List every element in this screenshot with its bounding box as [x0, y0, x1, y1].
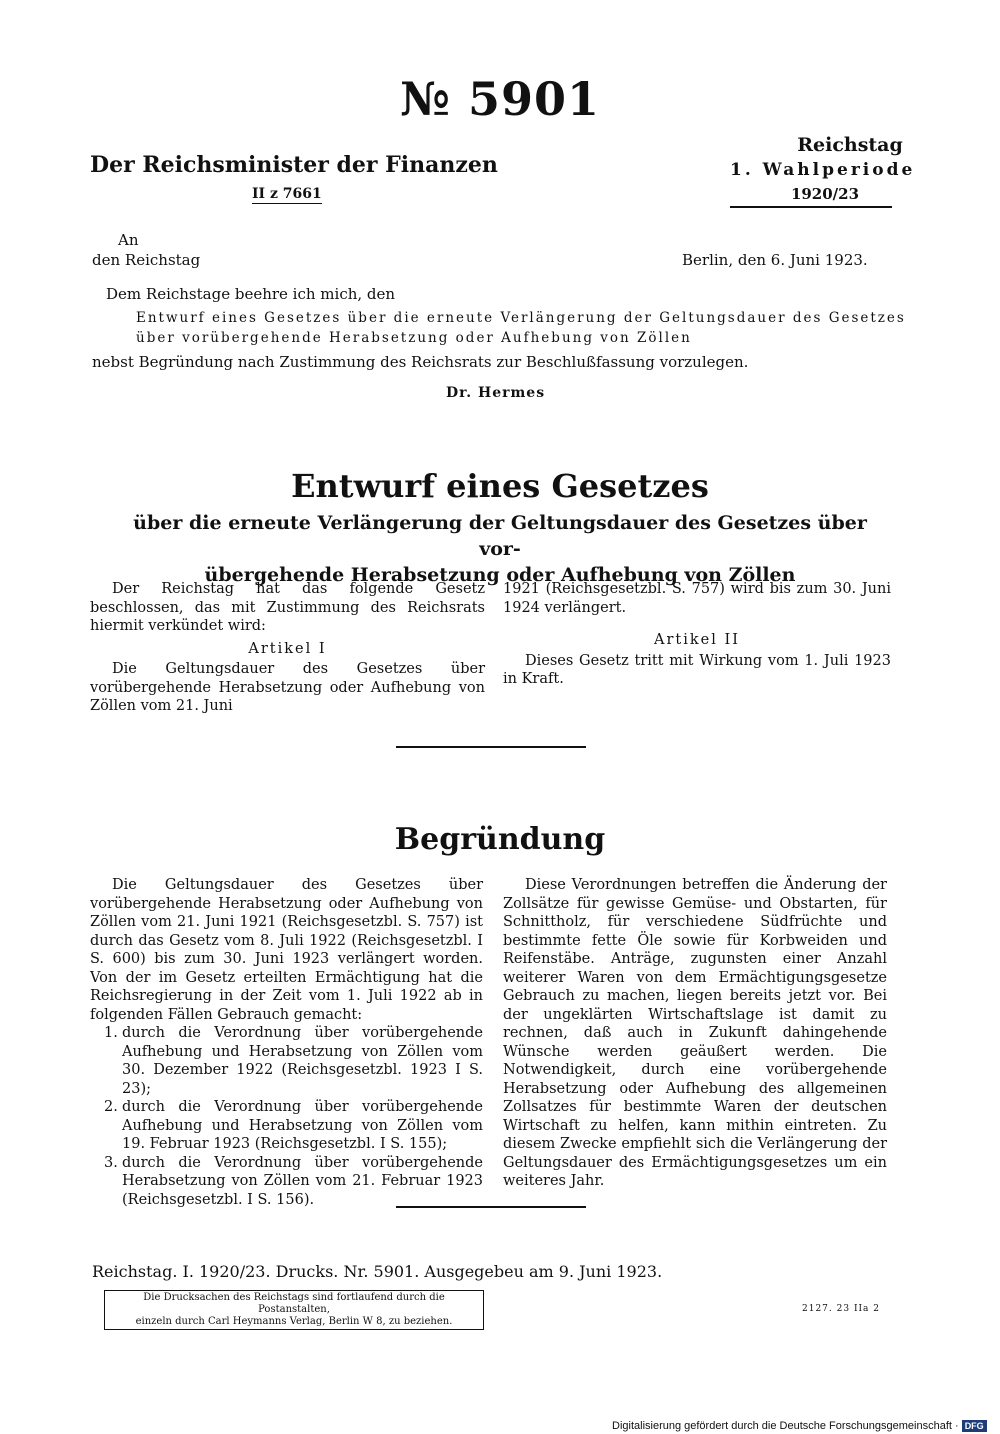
addressee-line-2: den Reichstag: [92, 251, 201, 269]
list-item-number: 1.: [104, 1025, 118, 1041]
election-period: 1. Wahlperiode: [730, 160, 916, 180]
document-number: № 5901: [399, 72, 601, 126]
dfg-credit-text: Digitalisierung gefördert durch die Deutsche Forschungsgemeinschaft ·: [612, 1420, 959, 1432]
draft-title: Entwurf eines Gesetzes: [291, 467, 709, 505]
article-2-heading: Artikel II: [654, 632, 740, 648]
letter-line-3: über vorübergehende Herabsetzung oder Aufhebung von Zöllen: [136, 330, 692, 346]
sender-title: Der Reichsminister der Finanzen: [90, 152, 498, 178]
list-item-text: durch die Verordnung über vorübergehende Aufhebung und Herabsetzung von Zöllen vom 30. Dezember 1922 (Reichsgesetzbl. 1923 I S. 23);: [122, 1025, 483, 1097]
reasoning-intro: Die Geltungsdauer des Gesetzes über vorübergehende Herabsetzung oder Aufhebung von Zöllen vom 21. Juni 1921 (Reichsgesetzbl. S. 757) ist durch das Gesetz vom 8. Juli 1922 (Reichsgesetzbl. I S. 600) bis zum 30. Juni 1923 verlängert worden. Von der im Gesetz erteilten Ermächtigung hat die Reichsregierung in der Zeit vom 1. Juli 1922 ab in folgenden Fällen Gebrauch gemacht:: [90, 877, 483, 1023]
list-item-number: 3.: [104, 1154, 118, 1171]
header-divider: [730, 206, 892, 208]
list-item: [90, 1098, 483, 1154]
distribution-notice: [104, 1290, 484, 1330]
draft-right-column: [503, 580, 891, 689]
list-item-number: 2.: [104, 1099, 118, 1115]
reference-number: II z 7661: [252, 186, 322, 202]
letter-line-2: Entwurf eines Gesetzes über die erneute Verlängerung der Geltungsdauer des Gesetzes: [136, 310, 906, 326]
reichstag-label: Reichstag: [797, 134, 903, 156]
article-2-text: Dieses Gesetz tritt mit Wirkung vom 1. Juli 1923 in Kraft.: [503, 652, 891, 687]
draft-subtitle: [120, 510, 880, 588]
addressee-line-1: An: [118, 231, 139, 249]
draft-subtitle-line-2: übergehende Herabsetzung oder Aufhebung von Zöllen: [204, 564, 796, 586]
issue-line: Reichstag. I. 1920/23. Drucks. Nr. 5901. Ausgegebeu am 9. Juni 1923.: [92, 1262, 663, 1281]
reasoning-right-text: Diese Verordnungen betreffen die Änderung der Zollsätze für gewisse Gemüse- und Obstarten, für Schnittholz, für verschiedene Südfrüchte und bestimmte fette Öle sowie für Korbweiden und Reifenstäbe. Anträge, zugunsten einer Anzahl weiterer Waren von dem Ermächtigungsgesetze Gebrauch zu machen, liegen bereits jetzt vor. Bei der ungeklärten Wirtschaftslage ist damit zu rechnen, daß auch in Zukunft dahingehende Wünsche werden geäußert werden. Die Notwendigkeit, durch eine vorübergehende Herabsetzung oder Aufhebung des allgemeinen Zollsatzes für bestimmte Waren der deutschen Wirtschaft zu helfen, kann mithin eintreten. Zu diesem Zwecke empfiehlt sich die Verlängerung der Geltungsdauer des Ermächtigungsgesetzes um ein weiteres Jahr.: [503, 877, 887, 1189]
place-date: Berlin, den 6. Juni 1923.: [682, 251, 868, 269]
print-code: 2127. 23 IIa 2: [802, 1304, 881, 1314]
list-item-text: durch die Verordnung über vorübergehende Herabsetzung von Zöllen vom 21. Februar 1923 (Reichsgesetzbl. I S. 156).: [122, 1154, 483, 1208]
list-item: [90, 1154, 483, 1210]
draft-subtitle-line-1: über die erneute Verlängerung der Geltungsdauer des Gesetzes über vor-: [133, 512, 867, 560]
article-1-continued: 1921 (Reichsgesetzbl. S. 757) wird bis zum 30. Juni 1924 verlängert.: [503, 581, 891, 616]
signature: Dr. Hermes: [446, 385, 546, 401]
letter-line-1: Dem Reichstage beehre ich mich, den: [106, 285, 396, 303]
bottom-divider: [396, 1206, 586, 1208]
list-item-text: durch die Verordnung über vorübergehende Aufhebung und Herabsetzung von Zöllen vom 19. Februar 1923 (Reichsgesetzbl. I S. 155);: [122, 1099, 483, 1152]
draft-intro: Der Reichstag hat das folgende Gesetz beschlossen, das mit Zustimmung des Reichsrats hiermit verkündet wird:: [90, 581, 485, 634]
article-1-text: Die Geltungsdauer des Gesetzes über vorübergehende Herabsetzung oder Aufhebung von Zöllen vom 21. Juni: [90, 661, 485, 714]
list-item: [90, 1024, 483, 1098]
letter-line-4: nebst Begründung nach Zustimmung des Reichsrats zur Beschlußfassung vorzulegen.: [92, 353, 749, 371]
reasoning-title: Begründung: [394, 822, 606, 857]
reasoning-left-column: [90, 876, 483, 1209]
distribution-notice-line-2: einzeln durch Carl Heymanns Verlag, Berlin W 8, zu beziehen.: [135, 1316, 453, 1327]
dfg-credit: [612, 1420, 987, 1432]
period-years: 1920/23: [790, 185, 860, 203]
section-divider: [396, 746, 586, 748]
distribution-notice-line-1: Die Drucksachen des Reichstags sind fortlaufend durch die Postanstalten,: [143, 1292, 445, 1315]
draft-left-column: [90, 580, 485, 716]
reasoning-right-column: [503, 876, 887, 1191]
dfg-logo-icon: DFG: [962, 1420, 987, 1432]
article-1-heading: Artikel I: [248, 640, 327, 657]
